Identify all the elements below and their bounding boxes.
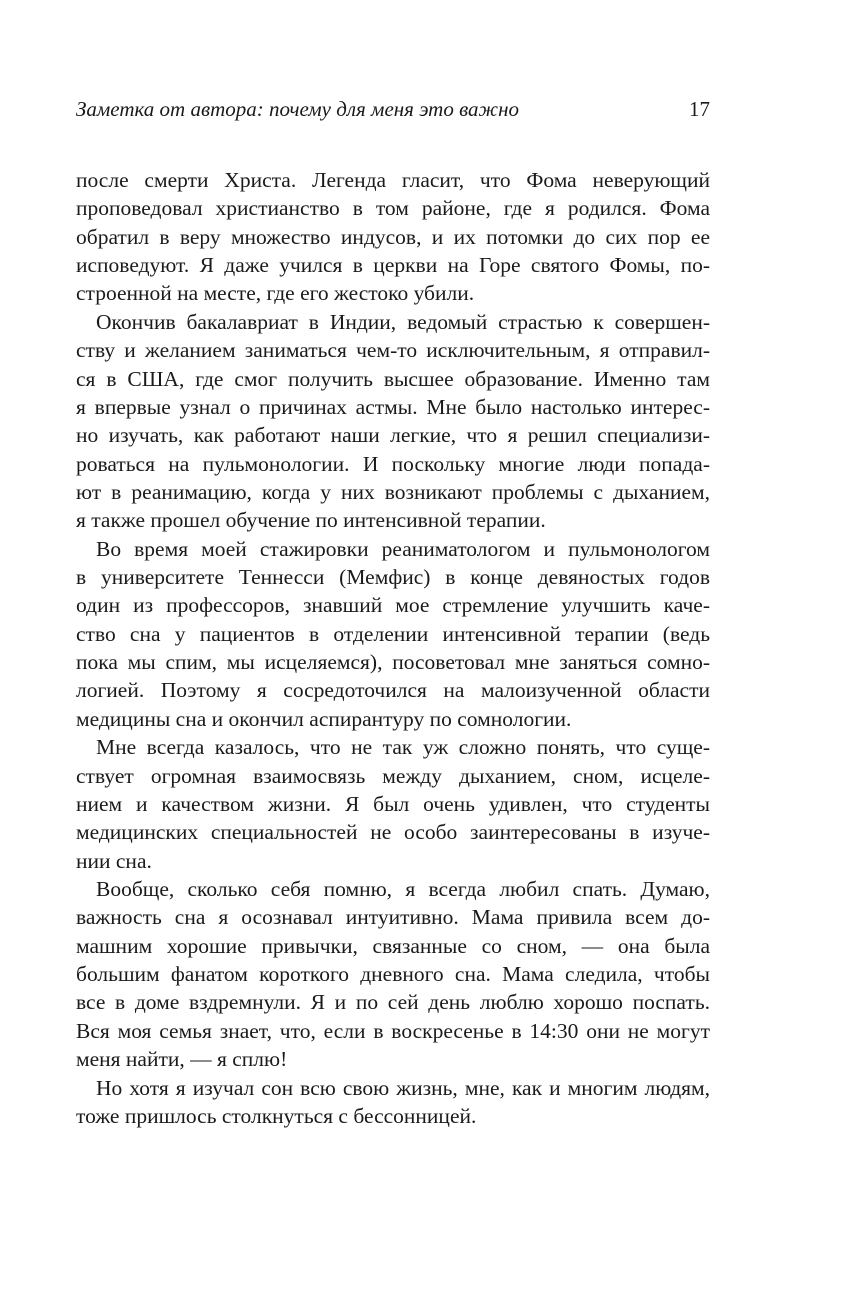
text-line: машним хорошие привычки, связанные со сном, — она была	[76, 933, 710, 958]
text-line: после смерти Христа. Легенда гласит, что Фома неверующий	[76, 168, 710, 192]
text-line: ся в США, где смог получить высшее образование. Именно там	[76, 366, 710, 391]
text-line: Вся моя семья знает, что, если в воскресенье в 14:30 они не могут	[76, 1018, 710, 1043]
body-text	[76, 166, 710, 1130]
text-line: медицинских специальностей не особо заинтересованы в изуче-	[76, 820, 710, 845]
text-line: тоже пришлось столкнуться с бессонницей.	[76, 1103, 477, 1128]
text-line: пока мы спим, мы исцеляемся), посоветовал мне заняться сомно-	[76, 650, 710, 675]
text-line: нием и качеством жизни. Я был очень удивлен, что студенты	[76, 791, 710, 816]
text-line: Вообще, сколько себя помню, я всегда любил спать. Думаю,	[96, 876, 710, 901]
text-line: Во время моей стажировки реаниматологом и пульмонологом	[96, 536, 710, 561]
page-number: 17	[689, 97, 710, 121]
text-line: ство сна у пациентов в отделении интенсивной терапии (ведь	[76, 621, 710, 646]
text-line: я впервые узнал о причинах астмы. Мне было настолько интерес-	[76, 394, 710, 419]
text-line: все в доме вздремнули. Я и по сей день люблю хорошо поспать.	[76, 990, 710, 1015]
text-line: но изучать, как работают наши легкие, что я решил специализи-	[76, 423, 710, 448]
text-line: логией. Поэтому я сосредоточился на малоизученной области	[76, 678, 710, 703]
text-line: я также прошел обучение по интенсивной терапии.	[76, 508, 546, 533]
text-line: Окончив бакалавриат в Индии, ведомый страстью к совершен-	[96, 309, 710, 334]
text-line: большим фанатом короткого дневного сна. Мама следила, чтобы	[76, 962, 710, 987]
text-line: проповедовал христианство в том районе, где я родился. Фома	[76, 196, 710, 221]
text-line: важность сна я осознавал интуитивно. Мама привила всем до-	[76, 905, 710, 930]
text-line: нии сна.	[76, 848, 152, 873]
text-line: обратил в веру множество индусов, и их потомки до сих пор ее	[76, 224, 710, 249]
text-line: Мне всегда казалось, что не так уж сложно понять, что суще-	[96, 735, 710, 760]
text-line: медицины сна и окончил аспирантуру по сомнологии.	[76, 706, 572, 731]
text-line: один из профессоров, знавший мое стремление улучшить каче-	[76, 593, 710, 618]
text-line: Но хотя я изучал сон всю свою жизнь, мне, как и многим людям,	[96, 1075, 710, 1100]
text-line: ствует огромная взаимосвязь между дыханием, сном, исцеле-	[76, 763, 710, 788]
text-line: ству и желанием заниматься чем-то исключительным, я отправил-	[76, 338, 710, 363]
text-line: роваться на пульмонологии. И поскольку многие люди попада-	[76, 451, 710, 476]
text-line: исповедуют. Я даже учился в церкви на Горе святого Фомы, по-	[76, 253, 710, 278]
text-line: меня найти, — я сплю!	[76, 1047, 288, 1072]
text-line: ют в реанимацию, когда у них возникают проблемы с дыханием,	[76, 479, 710, 504]
text-line: в университете Теннесси (Мемфис) в конце девяностых годов	[76, 565, 710, 590]
page-header	[76, 97, 710, 127]
running-title: Заметка от автора: почему для меня это важно	[76, 97, 520, 121]
text-line: строенной на месте, где его жестоко убили.	[76, 281, 475, 306]
